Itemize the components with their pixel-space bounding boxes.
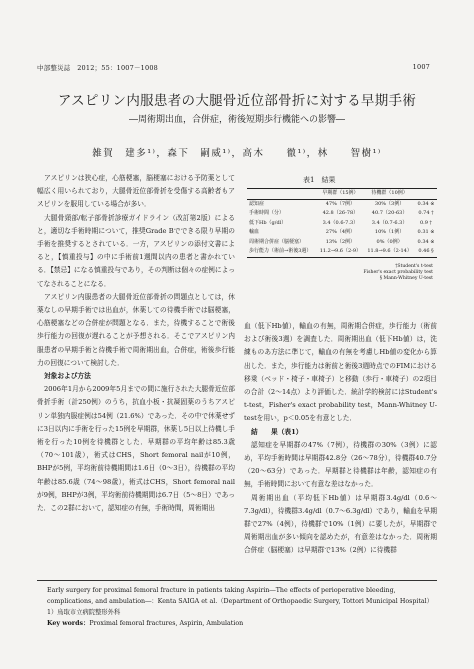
table-cell: 手術時間（分） [249, 210, 285, 216]
keywords-footnote [37, 618, 437, 629]
table1 [247, 188, 437, 258]
table-cell: 47%（7例） [325, 200, 356, 207]
table-header-cell: 早期群（15例） [317, 189, 365, 200]
affiliation-footnote: 1）鳥取市立病院整形外科 [47, 609, 121, 616]
right-column [244, 320, 437, 558]
table-cell: 13%（2例） [325, 238, 356, 245]
table-notes [247, 264, 437, 282]
table-row [247, 209, 437, 219]
paragraph-results-1: 認知症を早期群の47%（7例），待機群の30%（3例）に認め，平均手術時間は早期群42.8分（26～78分），待機群40.7分（20～63分）であった．早期群と待機群は年齢，認知症の有無，手術時間において有意な差はなかった． [244, 440, 437, 489]
paper-title: アスピリン内服患者の大腿骨近位部骨折に対する早期手術 [57, 93, 417, 109]
table-cell: 40.7（20-63） [371, 210, 408, 216]
table-cell: 3.4（0.6-7.3） [322, 219, 359, 226]
table-header-row [247, 189, 437, 200]
table-cell: 0.74 † [418, 210, 434, 216]
table-header-cell: 待機群（10例） [364, 189, 415, 200]
table-row [247, 199, 437, 209]
keywords-label: Key words： [47, 620, 90, 627]
section-heading-methods: 対象および方法 [44, 372, 91, 381]
english-title-footnote: Early surgery for proximal femoral fracture in patients taking Aspirin―The effects of perioperative bleeding, complications, and ambulation―：Kenta SAIGA et al.（Department of Orthopaedic Surgery, Tottori Municipal Hospital） [47, 587, 433, 605]
table-row [247, 228, 437, 238]
paragraph-results-2: 周術期出血（平均低下Hb値）は早期群3.4g/dl（0.6～7.3g/dl），待機群3.4g/dl（0.7～6.3g/dl）であり，輸血を早期群で27%（4例），待機群で10%（1例）に要したが，早期群で周術期出血が多い傾向を認めたが，有意差はなかった．周術期合併症（脳梗塞）は早期群で13%（2例）に待機群 [244, 493, 437, 555]
author-list: 雑賀 建多¹⁾，森下 嗣威¹⁾，高木 徹¹⁾，林 智樹¹⁾ [92, 148, 382, 159]
table-cell: 11.2→9.6（2-9） [317, 247, 365, 257]
paragraph-intro-1: アスピリンは狭心症，心筋梗塞，脳梗塞における予防薬として幅広く用いられており，大腿骨近位部骨折を受傷する高齢者もアスピリンを服用している場合が多い． [37, 174, 235, 209]
table-cell: 歩行能力（術前→術後3週） [247, 247, 317, 257]
table-cell: 0.34 ※ [417, 238, 435, 245]
left-column [37, 172, 235, 515]
paragraph-intro-3: アスピリン内服患者の大腿骨近位部骨折の問題点としては，休薬なしの早期手術では出血が，休薬しての待機手術では脳梗塞，心筋梗塞などの合併症が問題となる．また，待機することで術後歩行能力の回復が遅れることが予想される．そこでアスピリン内服患者の早期手術と待機手術で周術期出血，合併症，術後歩行能力の回復について検討した． [37, 292, 235, 367]
footnote-block [37, 585, 437, 629]
footnote-divider [37, 580, 437, 581]
table-caption: 表1 結果 [303, 176, 336, 184]
table-cell: 3.4（0.7-6.3） [371, 219, 408, 226]
table-cell: 低下Hb（g/dl） [249, 219, 287, 226]
table-cell: 0.34 ※ [417, 200, 435, 207]
table-note: †Student's t-test [395, 263, 433, 269]
keywords-text: Proximal femoral fractures, Aspirin, Ambulation [89, 620, 244, 627]
paragraph-intro-2: 大腿骨頸部/転子部骨折診療ガイドライン（改訂第2版）によると，適切な手術時期について，推奨Grade Bでできる限り早期の手術を推奨するとされている．一方，アスピリンの添付文書によると，【慎重投与】の中に手術前1週間以内の患者と書かれている．【禁忌】になる慎重投与であり，その判断は個々の症例によってなされることになる． [37, 213, 235, 288]
table-cell: 0.46 § [415, 247, 437, 257]
table-cell: 0.31 ※ [417, 229, 435, 235]
table-header-cell [247, 189, 317, 200]
table-cell: 0%（0例） [376, 238, 403, 245]
paper-subtitle: ―周術期出血，合併症，術後短期歩行機能への影響― [128, 115, 345, 125]
table-row [247, 238, 437, 248]
section-heading-results: 結 果（表1） [251, 427, 303, 436]
table-cell: 27%（4例） [325, 229, 356, 235]
table-cell: 42.8（26-78） [322, 210, 359, 216]
page-number: 1007 [412, 63, 430, 71]
table-row [247, 247, 437, 257]
table-cell: 0.9 † [419, 219, 433, 226]
table-cell: 周術期合併症（脳梗塞） [249, 238, 305, 245]
paragraph-methods-cont: 血（低下Hb値），輸血の有無，周術期合併症，歩行能力（術前および術後3週）を調査した．周術期出血（低下Hb値）は，洗練ものあ方法に準じて，輸血の有無を考慮しHb値の変化から算出した．また，歩行能力は術前と術後3週時点でのFIMにおける移乗（ベッド・椅子・車椅子）と移動（歩行・車椅子）の2項目の合計（2～14点）より評価した．統計学的検討にはStudent's t-test，Fisher's exact probability test，Mann-Whitney U-testを用い，p＜0.05を有意とした． [244, 322, 437, 423]
table-cell: 10%（1例） [374, 229, 405, 235]
table-row [247, 219, 437, 229]
table-cell: 11.8→9.6（2-14） [364, 247, 415, 257]
journal-citation: 中部整災誌 2012；55：1007－1008 [37, 64, 158, 72]
table-cell: 輸血 [249, 229, 260, 235]
paragraph-methods: 2006年1月から2009年5月までの間に施行された大腿骨近位部骨折手術（計250例）のうち，抗血小板・抗凝固薬のうちアスピリン単独内服症例は54例（21.6%）であった．その中で休薬せずに3日以内に手術を行った15例を早期群，休薬し5日以上待機し手術を行った10例を待機群とした．早期群の平均年齢は85.3歳（70～101歳），術式はCHS，Short femoral nailが10例，BHPが5例，平均術前待機期間は1.6日（0～3日），待機群の平均年齢は85.6歳（74～98歳），術式はCHS，Short femoral nailが9例，BHPが3例，平均術前待機期間は6.7日（5～8日）であった．この2群において，認知症の有無，手術時間，周術期出 [37, 385, 235, 513]
table-cell: 認知症 [249, 200, 265, 207]
table-note: Fisher's exact probability test [363, 269, 433, 275]
table-cell: 30%（3例） [374, 200, 405, 207]
table-note: § Mann-Whitney U-test [379, 275, 433, 281]
table-header-cell [415, 189, 437, 200]
results-table [247, 175, 437, 282]
